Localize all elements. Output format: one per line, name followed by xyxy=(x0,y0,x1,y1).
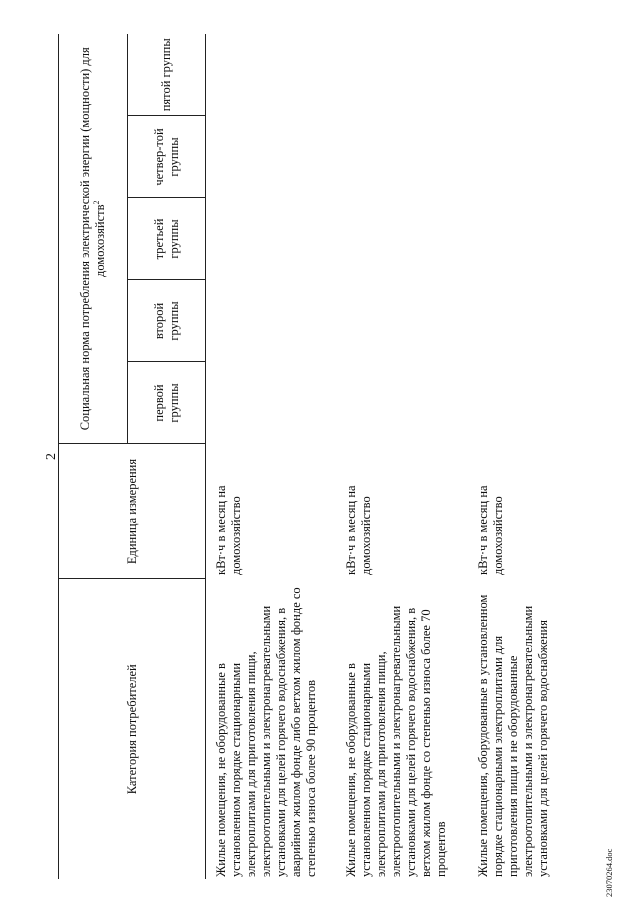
group-header-3: третьей группы xyxy=(128,198,206,280)
header-row xyxy=(59,34,128,879)
row-2-group-4 xyxy=(336,116,468,198)
row-3-group-4 xyxy=(468,116,578,198)
page-number: 2 xyxy=(44,452,59,460)
row-1-category: Жилые помещения, не оборудованные в установленном порядке стационарными электроплитами для приготовления пищи, электроотопительными и электронагревательными установками для целей горячего водоснабжения, в аварийном жилом фонде либо ветхом жилом фонде со степенью износа более 90 процентов xyxy=(214,587,318,877)
row-2-group-1 xyxy=(336,362,468,444)
group-header-1: первой группы xyxy=(128,362,206,444)
table-row xyxy=(206,34,337,879)
row-1-group-2 xyxy=(206,280,337,362)
table-row xyxy=(468,34,578,879)
group-header-4: четвер-той группы xyxy=(128,116,206,198)
row-2-group-2 xyxy=(336,280,468,362)
consumption-norms-table xyxy=(58,34,578,879)
group-header-2: второй группы xyxy=(128,280,206,362)
row-3-group-1 xyxy=(468,362,578,444)
row-1-unit: кВт·ч в месяц на домохозяйство xyxy=(214,485,243,575)
table-row xyxy=(336,34,468,879)
norm-header xyxy=(59,34,128,444)
row-2-group-3 xyxy=(336,198,468,280)
category-header: Категория потребителей xyxy=(59,579,206,879)
row-2-group-5 xyxy=(336,34,468,116)
row-2-category: Жилые помещения, не оборудованные в установленном порядке стационарными электроплитами для приготовления пищи, электроотопительными и электронагревательными установками для целей горячего водоснабжения, в ветхом жилом фонде со степенью износа более 70 процентов xyxy=(344,605,448,877)
norm-header-text: Социальная норма потребления электрической энергии (мощности) для домохозяйств xyxy=(78,47,108,431)
row-1-group-1 xyxy=(206,362,337,444)
footer-document-code: 23070264.doc xyxy=(604,848,614,897)
row-3-unit: кВт·ч в месяц на домохозяйство xyxy=(476,485,505,575)
row-3-group-5 xyxy=(468,34,578,116)
row-1-group-5 xyxy=(206,34,337,116)
row-3-group-3 xyxy=(468,198,578,280)
norm-footnote-marker: 2 xyxy=(92,200,102,205)
group-header-5: пятой группы xyxy=(128,34,206,116)
row-3-category: Жилые помещения, оборудованные в установленном порядке стационарными электроплитами для приготовления пищи и не оборудованные электроотопительными и электронагревательными установками для целей горячего водоснабжения xyxy=(476,594,550,877)
row-3-group-2 xyxy=(468,280,578,362)
row-1-group-3 xyxy=(206,198,337,280)
unit-header: Единица измерения xyxy=(59,444,206,579)
row-1-group-4 xyxy=(206,116,337,198)
row-2-unit: кВт·ч в месяц на домохозяйство xyxy=(344,485,373,575)
